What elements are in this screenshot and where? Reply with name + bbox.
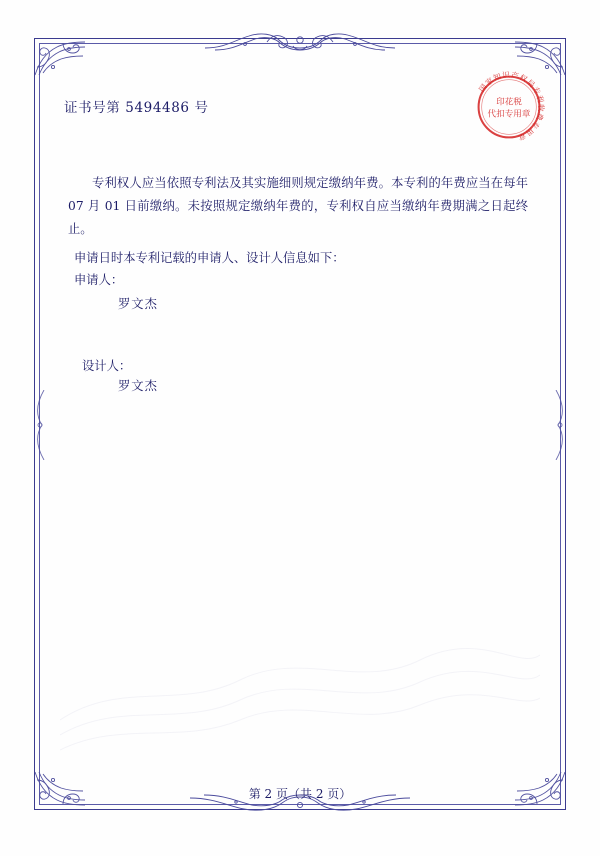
- applicant-value: 罗文杰: [118, 297, 158, 311]
- designer-value: 罗文杰: [118, 379, 158, 393]
- svg-text:国家知识产权局专利收费专用章: 国家知识产权局专利收费专用章: [477, 70, 546, 143]
- side-ornament-icon: [554, 390, 570, 460]
- side-ornament-icon: [30, 390, 46, 460]
- svg-text:印花税: 印花税: [496, 97, 522, 108]
- applicant-label: 申请人：: [74, 273, 124, 287]
- annual-fee-paragraph: 专利权人应当依照专利法及其实施细则规定缴纳年费。本专利的年费应当在每年 07 月 01 日前缴纳。未按照规定缴纳年费的，专利权自应当缴纳年费期满之日起终止。: [68, 176, 528, 236]
- page-footer: 第 2 页（共 2 页）: [248, 787, 352, 801]
- border-frame-inner: [39, 43, 561, 805]
- designer-label: 设计人：: [82, 359, 132, 373]
- applicant-info-heading: 申请日时本专利记载的申请人、设计人信息如下：: [74, 251, 345, 265]
- top-medallion-icon: [205, 26, 395, 60]
- svg-text:代扣专用章: 代扣专用章: [487, 109, 531, 120]
- certificate-number: 证书号第 5494486 号: [64, 100, 209, 116]
- red-seal-stamp-icon: [470, 68, 548, 146]
- corner-ornament-icon: [33, 37, 87, 77]
